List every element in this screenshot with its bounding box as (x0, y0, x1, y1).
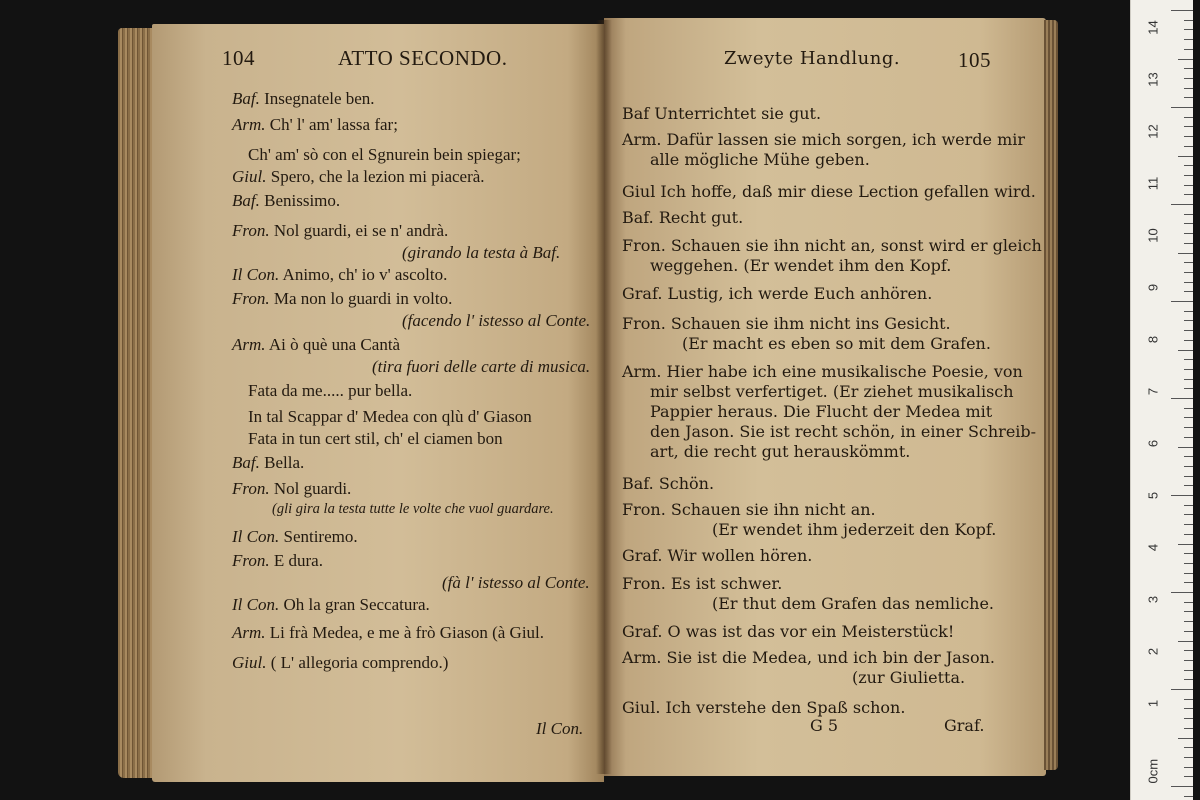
ruler-tick (1184, 427, 1193, 428)
ruler-number: 8 (1145, 335, 1161, 344)
ruler-number: 12 (1145, 124, 1161, 139)
german-text-line: (zur Giulietta. (852, 668, 966, 687)
ruler-tick (1184, 146, 1193, 147)
german-text-line: Fron. Schauen sie ihm nicht ins Gesicht. (622, 314, 951, 333)
speaker-name: Fron. (232, 221, 270, 240)
ruler-tick (1184, 582, 1193, 583)
german-text-line: (Er macht es eben so mit dem Grafen. (682, 334, 991, 353)
german-text-line: den Jason. Sie ist recht schön, in einer Schreib- (650, 422, 1037, 441)
ruler-tick (1184, 621, 1193, 622)
speaker-name: Fron. (232, 289, 270, 308)
ruler-number: 10 (1145, 228, 1161, 243)
dialogue-line (232, 528, 358, 545)
line-text: Ch' am' sò con el Sgnurein bein spiegar; (248, 145, 521, 164)
dialogue-line (232, 116, 398, 133)
line-text: Li frà Medea, e me à frò Giason (à Giul. (269, 623, 545, 642)
ruler-number: 2 (1145, 647, 1161, 656)
dialogue-line (232, 552, 323, 569)
stage-direction (372, 358, 590, 375)
ruler-tick (1184, 369, 1193, 370)
left-catchword: Il Con. (536, 719, 584, 738)
ruler-tick (1184, 670, 1193, 671)
ruler-tick (1184, 408, 1193, 409)
line-text: ( L' allegoria comprendo.) (270, 653, 449, 672)
ruler-tick (1171, 495, 1193, 496)
line-text: Nol guardi. (273, 479, 352, 498)
ruler-tick (1184, 243, 1193, 244)
german-text-line: art, die recht gut herauskömmt. (650, 442, 911, 461)
ruler-tick (1184, 708, 1193, 709)
dialogue-line (232, 266, 447, 283)
german-text-line: alle mögliche Mühe geben. (650, 150, 870, 169)
ruler-tick (1184, 611, 1193, 612)
ruler-number: 1 (1145, 699, 1161, 708)
line-text: Spero, che la lezion mi piacerà. (270, 167, 485, 186)
line-text: (facendo l' istesso al Conte. (402, 311, 591, 330)
ruler-tick (1184, 185, 1193, 186)
ruler-tick (1184, 39, 1193, 40)
speaker-name: Arm. (232, 115, 266, 134)
ruler-tick (1171, 107, 1193, 108)
ruler-tick (1184, 466, 1193, 467)
ruler-tick (1184, 282, 1193, 283)
right-page-number: 105 (958, 48, 991, 72)
ruler-number: 7 (1145, 387, 1161, 396)
dialogue-line (232, 168, 485, 185)
right-page (604, 18, 1046, 776)
speaker-name: Fron. (232, 479, 270, 498)
dialogue-line (232, 222, 448, 239)
dialogue-line (232, 596, 430, 613)
ruler-tick (1178, 447, 1193, 448)
dialogue-line (248, 408, 532, 425)
ruler-number: 3 (1145, 595, 1161, 604)
ruler-tick (1184, 340, 1193, 341)
ruler-tick (1184, 311, 1193, 312)
german-text-line: (Er wendet ihm jederzeit den Kopf. (712, 520, 997, 539)
ruler-tick (1178, 350, 1193, 351)
line-text: (girando la testa à Baf. (402, 243, 561, 262)
ruler-tick (1171, 10, 1193, 11)
german-text-line: Pappier heraus. Die Flucht der Medea mit (650, 402, 993, 421)
line-text: Fata da me..... pur bella. (248, 381, 413, 400)
ruler-number: 5 (1145, 491, 1161, 500)
speaker-name: Arm. (232, 335, 266, 354)
ruler-tick (1184, 68, 1193, 69)
measuring-ruler (1130, 0, 1193, 800)
ruler-tick (1184, 776, 1193, 777)
ruler-tick (1184, 262, 1193, 263)
line-text: Ma non lo guardi in volto. (273, 289, 453, 308)
ruler-number: 13 (1145, 72, 1161, 87)
ruler-tick (1184, 417, 1193, 418)
ruler-tick (1184, 78, 1193, 79)
ruler-tick (1178, 59, 1193, 60)
stage-direction (402, 312, 590, 329)
ruler-number: 11 (1145, 176, 1161, 191)
dialogue-line (232, 290, 452, 307)
ruler-number: 9 (1145, 283, 1161, 292)
ruler-tick (1184, 476, 1193, 477)
ruler-tick (1171, 204, 1193, 205)
line-text: Animo, ch' io v' ascolto. (282, 265, 448, 284)
german-text-line: Baf. Recht gut. (622, 208, 744, 227)
line-text: Nol guardi, ei se n' andrà. (273, 221, 449, 240)
ruler-tick (1171, 301, 1193, 302)
dialogue-line (232, 192, 340, 209)
line-text: In tal Scappar d' Medea con qlù d' Giason (248, 407, 532, 426)
left-page (152, 24, 604, 782)
ruler-number: 14 (1145, 20, 1161, 35)
german-text-line: Arm. Sie ist die Medea, und ich bin der Jason. (622, 648, 995, 667)
line-text: Fata in tun cert stil, ch' el ciamen bon (248, 429, 503, 448)
open-book (118, 14, 1058, 776)
ruler-tick (1184, 88, 1193, 89)
ruler-tick (1171, 786, 1193, 787)
ruler-tick (1184, 97, 1193, 98)
ruler-tick (1184, 272, 1193, 273)
line-text: Ch' l' am' lassa far; (269, 115, 398, 134)
line-text: (gli gira la testa tutte le volte che vuol guardare. (272, 501, 554, 517)
dialogue-line (232, 654, 448, 671)
dialogue-line (248, 382, 412, 399)
dialogue-line (248, 146, 521, 163)
speaker-name: Giul. (232, 167, 267, 186)
line-text: Benissimo. (264, 191, 341, 210)
book-right-edge (1044, 20, 1058, 770)
ruler-tick (1184, 728, 1193, 729)
german-text-line: Arm. Hier habe ich eine musikalische Poesie, von (622, 362, 1023, 381)
dialogue-line (232, 454, 304, 471)
ruler-tick (1184, 388, 1193, 389)
speaker-name: Baf. (232, 191, 260, 210)
german-text-line: Baf Unterrichtet sie gut. (622, 104, 822, 123)
speaker-name: Arm. (232, 623, 266, 642)
stage-direction (272, 502, 554, 517)
ruler-tick (1184, 718, 1193, 719)
ruler-tick (1184, 631, 1193, 632)
speaker-name: Fron. (232, 551, 270, 570)
dialogue-line (232, 90, 375, 107)
ruler-tick (1184, 233, 1193, 234)
ruler-tick (1184, 563, 1193, 564)
book-fore-edge (118, 28, 156, 778)
ruler-tick (1184, 767, 1193, 768)
dialogue-line (232, 480, 351, 497)
line-text: E dura. (273, 551, 323, 570)
speaker-name: Baf. (232, 453, 260, 472)
dialogue-line (232, 336, 400, 353)
ruler-tick (1184, 524, 1193, 525)
ruler-tick (1184, 437, 1193, 438)
ruler-tick (1184, 534, 1193, 535)
german-text-line: Giul. Ich verstehe den Spaß schon. (622, 698, 906, 717)
stage-direction (442, 574, 590, 591)
left-running-head: ATTO SECONDO. (338, 46, 508, 70)
ruler-tick (1184, 359, 1193, 360)
ruler-tick (1184, 29, 1193, 30)
ruler-tick (1184, 175, 1193, 176)
dialogue-line (232, 624, 544, 641)
ruler-tick (1184, 194, 1193, 195)
speaker-name: Il Con. (232, 527, 280, 546)
ruler-unit-label: 0cm (1145, 758, 1161, 784)
ruler-tick (1184, 650, 1193, 651)
ruler-tick (1184, 747, 1193, 748)
line-text: Bella. (264, 453, 305, 472)
ruler-tick (1184, 330, 1193, 331)
ruler-tick (1184, 485, 1193, 486)
ruler-tick (1178, 641, 1193, 642)
ruler-tick (1171, 398, 1193, 399)
ruler-tick (1178, 156, 1193, 157)
german-text-line: Baf. Schön. (622, 474, 715, 493)
german-text-line: Graf. O was ist das vor ein Meisterstück! (622, 622, 955, 641)
german-text-line: Fron. Schauen sie ihn nicht an, sonst wird er gleich (622, 236, 1042, 255)
german-text-line: Graf. Wir wollen hören. (622, 546, 813, 565)
left-page-number: 104 (222, 46, 255, 70)
line-text: Ai ò què una Cantà (268, 335, 401, 354)
book-gutter (596, 20, 612, 774)
speaker-name: Il Con. (232, 595, 280, 614)
right-running-head: Zweyte Handlung. (724, 48, 901, 69)
line-text: Sentiremo. (283, 527, 358, 546)
line-text: (fà l' istesso al Conte. (442, 573, 590, 592)
ruler-tick (1184, 214, 1193, 215)
ruler-tick (1184, 679, 1193, 680)
ruler-tick (1184, 602, 1193, 603)
german-text-line: weggehen. (Er wendet ihm den Kopf. (650, 256, 952, 275)
speaker-name: Baf. (232, 89, 260, 108)
ruler-tick (1184, 757, 1193, 758)
ruler-number: 4 (1145, 543, 1161, 552)
dialogue-line (248, 430, 503, 447)
ruler-tick (1184, 379, 1193, 380)
ruler-tick (1184, 165, 1193, 166)
german-text-line: Giul Ich hoffe, daß mir diese Lection gefallen wird. (622, 182, 1036, 201)
ruler-tick (1184, 660, 1193, 661)
ruler-tick (1184, 456, 1193, 457)
ruler-tick (1184, 505, 1193, 506)
german-text-line: mir selbst verfertiget. (Er ziehet musikalisch (650, 382, 1014, 401)
stage-direction (402, 244, 560, 261)
ruler-tick (1171, 592, 1193, 593)
ruler-tick (1184, 699, 1193, 700)
ruler-tick (1178, 253, 1193, 254)
ruler-tick (1178, 738, 1193, 739)
signature-mark: G 5 (810, 716, 839, 735)
german-text-line: (Er thut dem Grafen das nemliche. (712, 594, 995, 613)
german-text-line: Fron. Es ist schwer. (622, 574, 783, 593)
german-text-line: Graf. Lustig, ich werde Euch anhören. (622, 284, 933, 303)
line-text: (tira fuori delle carte di musica. (372, 357, 591, 376)
german-text-line: Fron. Schauen sie ihn nicht an. (622, 500, 876, 519)
speaker-name: Il Con. (232, 265, 280, 284)
speaker-name: Giul. (232, 653, 267, 672)
ruler-tick (1184, 126, 1193, 127)
ruler-tick (1184, 320, 1193, 321)
ruler-tick (1184, 223, 1193, 224)
ruler-tick (1171, 689, 1193, 690)
german-text-line: Arm. Dafür lassen sie mich sorgen, ich werde mir (622, 130, 1026, 149)
ruler-tick (1184, 514, 1193, 515)
ruler-tick (1184, 49, 1193, 50)
ruler-tick (1184, 796, 1193, 797)
ruler-tick (1184, 117, 1193, 118)
ruler-tick (1184, 136, 1193, 137)
ruler-number: 6 (1145, 439, 1161, 448)
line-text: Insegnatele ben. (264, 89, 375, 108)
ruler-tick (1184, 291, 1193, 292)
ruler-tick (1184, 553, 1193, 554)
right-catchword: Graf. (944, 716, 985, 735)
ruler-tick (1184, 573, 1193, 574)
line-text: Oh la gran Seccatura. (283, 595, 430, 614)
ruler-tick (1184, 20, 1193, 21)
ruler-tick (1178, 544, 1193, 545)
